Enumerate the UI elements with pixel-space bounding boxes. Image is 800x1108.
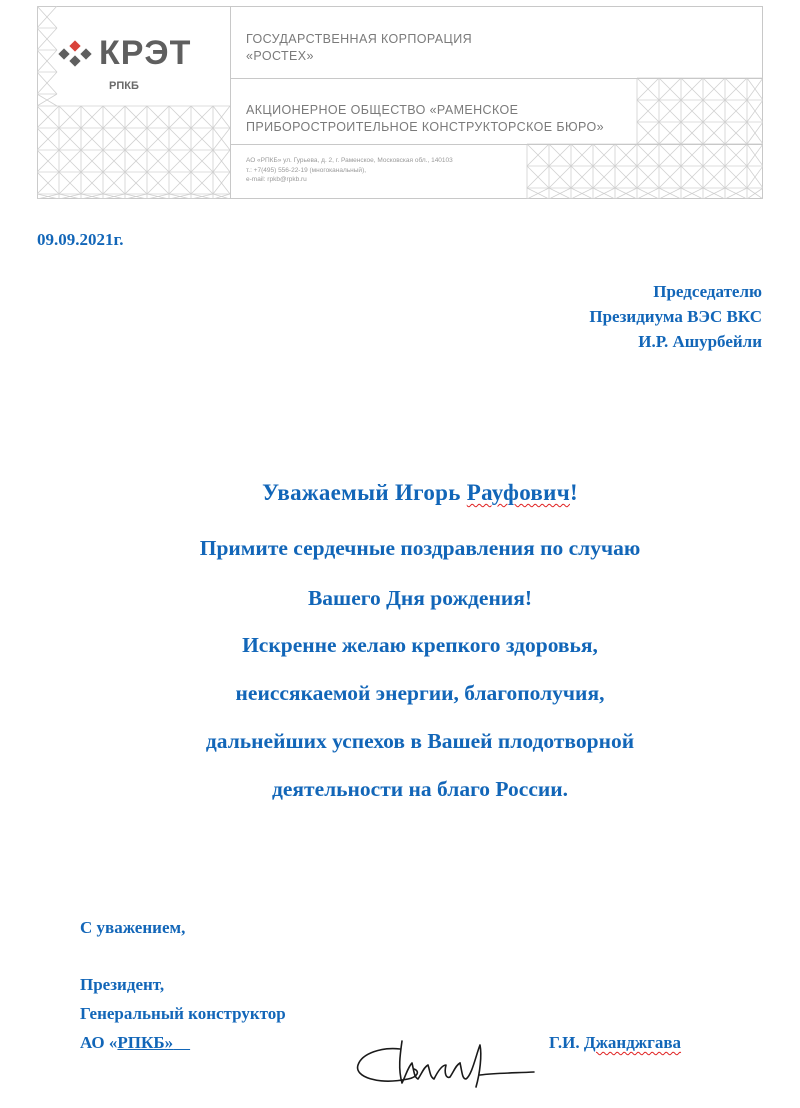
body-line: неиссякаемой энергии, благополучия,	[235, 681, 605, 705]
logo-subtitle: РПКБ	[109, 80, 139, 92]
greeting-prefix: Уважаемый Игорь	[262, 480, 467, 505]
signer-position: Президент,	[80, 975, 165, 994]
addressee-line: Президиума ВЭС ВКС	[589, 307, 762, 326]
regards: С уважением,	[80, 918, 186, 937]
body-line: Примите сердечные поздравления по случаю	[199, 536, 641, 560]
body-line: деятельности на благо России.	[271, 777, 569, 801]
company-line: ПРИБОРОСТРОИТЕЛЬНОЕ КОНСТРУКТОРСКОЕ БЮРО»	[246, 120, 604, 134]
signer-organization	[80, 1033, 190, 1053]
letterhead-divider	[230, 144, 763, 145]
company-address	[246, 156, 453, 185]
corporation-line: ГОСУДАРСТВЕННАЯ КОРПОРАЦИЯ	[246, 32, 473, 46]
addressee-line: И.Р. Ашурбейли	[638, 332, 762, 351]
signer-surname: Джанджгава	[583, 1033, 682, 1052]
greeting-suffix: !	[569, 480, 578, 505]
signer-initials: Г.И.	[549, 1033, 584, 1052]
body-line: Вашего Дня рождения!	[307, 586, 533, 610]
handwritten-signature	[348, 1035, 538, 1095]
letterhead-divider	[230, 6, 231, 199]
address-line: АО «РПКБ» ул. Гурьева, д. 2, г. Раменское, Московская обл., 140103	[246, 157, 453, 164]
org-name: РПКБ»	[117, 1033, 174, 1052]
company-logo	[57, 34, 227, 94]
body-line: Искренне желаю крепкого здоровья,	[242, 633, 598, 657]
corporation-line: «РОСТЕХ»	[246, 49, 314, 63]
letterhead-divider	[230, 78, 763, 79]
letter-date: 09.09.2021г.	[37, 230, 124, 249]
letterhead	[37, 6, 763, 199]
greeting-patronymic: Рауфович	[466, 480, 570, 505]
signer-name	[549, 1033, 681, 1053]
address-line: т.: +7(495) 556-22-19 (многоканальный),	[246, 166, 367, 174]
company-line: АКЦИОНЕРНОЕ ОБЩЕСТВО «РАМЕНСКОЕ	[246, 103, 519, 117]
address-line: e-mail: rpkb@rpkb.ru	[246, 176, 307, 183]
greeting	[0, 480, 800, 506]
logo-text: КРЭТ	[99, 34, 192, 72]
addressee-block	[589, 279, 762, 354]
body-line: дальнейших успехов в Вашей плодотворной	[205, 729, 635, 753]
logo-diamond-icon	[57, 38, 95, 68]
signer-position: Генеральный конструктор	[80, 1004, 286, 1023]
company-name	[246, 102, 604, 136]
org-prefix: АО «	[80, 1033, 118, 1052]
addressee-line: Председателю	[653, 282, 762, 301]
corporation-name	[246, 31, 472, 65]
